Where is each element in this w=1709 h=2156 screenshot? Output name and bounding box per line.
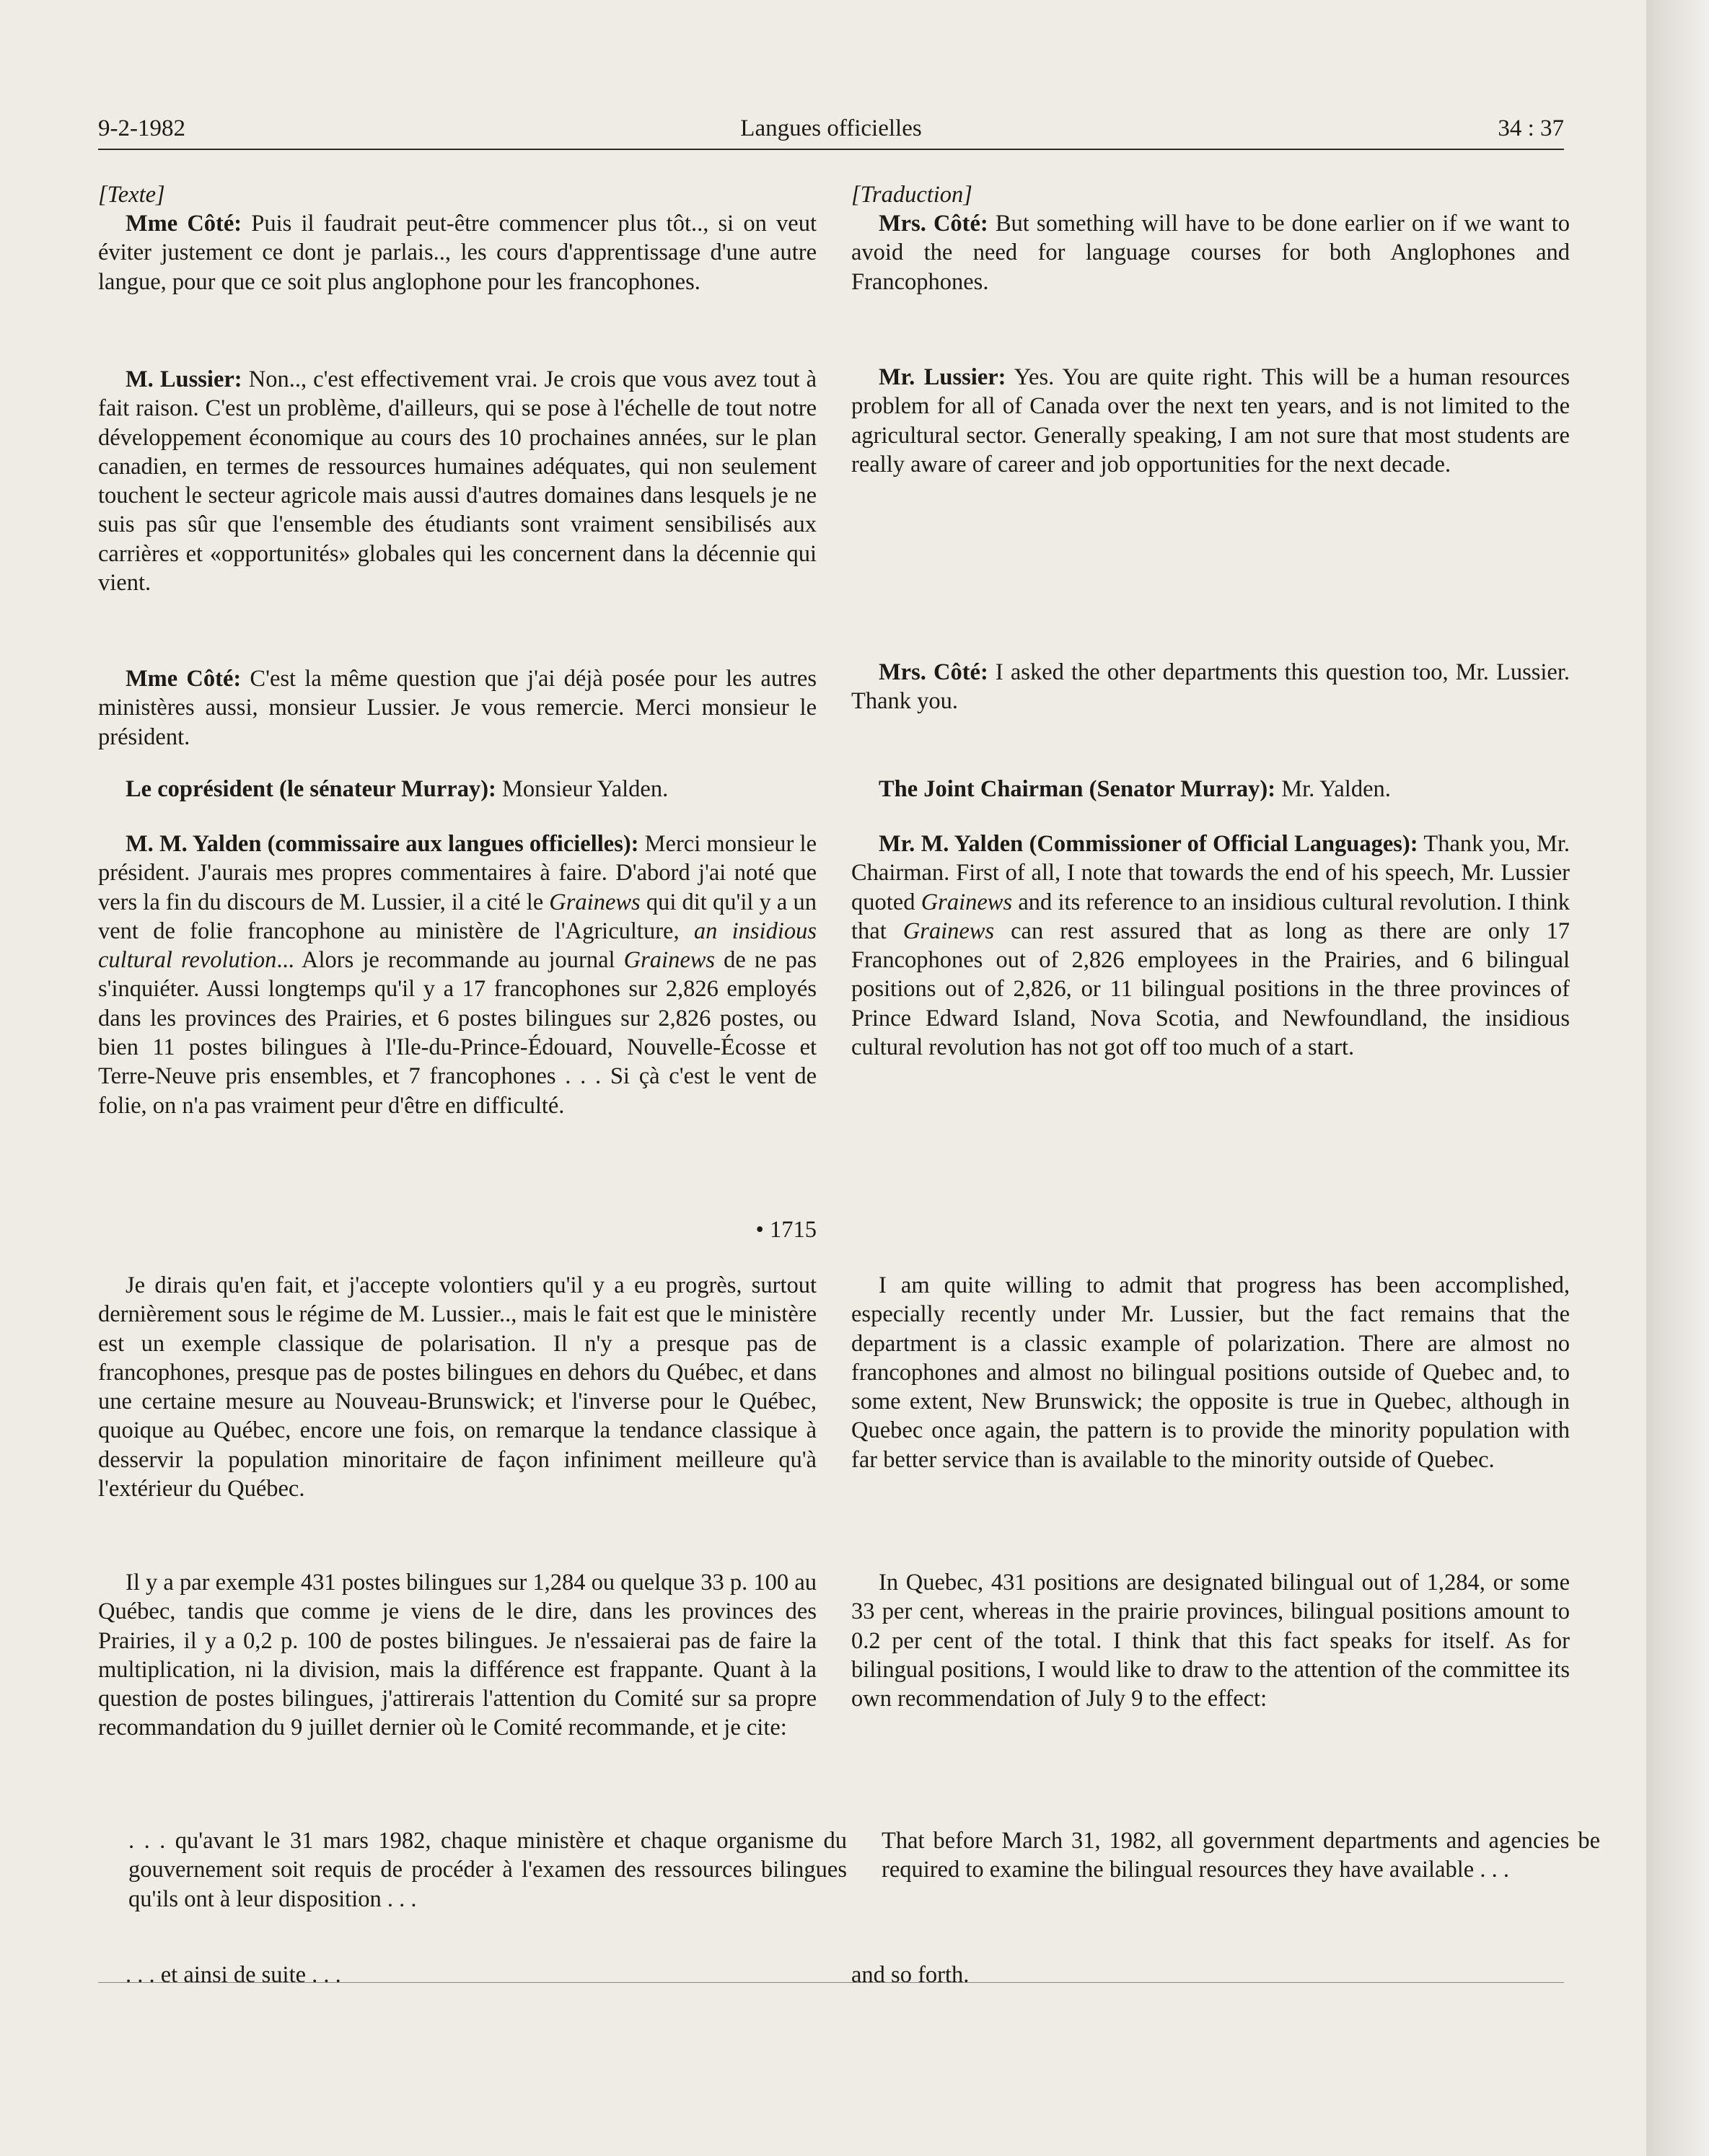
speech-text: ... Alors je recommande au journal <box>276 947 624 974</box>
header-title: Langues officielles <box>740 115 922 141</box>
french-paragraph-2 <box>98 365 817 597</box>
page-edge <box>1646 0 1709 2156</box>
footer-rule <box>98 1982 1564 1983</box>
header-date: 9-2-1982 <box>98 115 185 141</box>
french-paragraph-1 <box>98 209 817 296</box>
english-quotation: That before March 31, 1982, all government departments and agencies be required to examine the bilingual resources they have available . . . <box>882 1828 1600 1883</box>
speech-text: Puis il faudrait peut-être commencer plus tôt.., si on veut éviter justement ce dont je parlais.., les cours d'apprentissage d'une autre langue, pour que ce soit plus anglophone pour les francophones. <box>98 211 817 295</box>
speech-text: But something will have to be done earlier on if we want to avoid the need for language courses for both Anglophones and Francophones. <box>851 211 1570 295</box>
speech-text: Non.., c'est effectivement vrai. Je crois que vous avez tout à fait raison. C'est un problème, d'ailleurs, qui se pose à l'échelle de tout notre développement économique au cours des 10 prochaines années, sur le plan canadien, en termes de ressources humaines adéquates, qui non seulement touchent le secteur agricole mais aussi d'autres domaines dans lesquels je ne suis pas sûr que l'ensemble des étudiants sont vraiment sensibilisés aux carrières et «opportunités» globales qui les concernent dans la décennie qui vient. <box>98 366 817 597</box>
speaker-label: M. Lussier: <box>126 366 242 392</box>
time-marker: • 1715 <box>755 1217 817 1243</box>
english-translation-tag: [Traduction] <box>851 182 972 208</box>
publication-name: Grainews <box>921 889 1013 915</box>
publication-name: Grainews <box>623 947 716 974</box>
english-paragraph-4 <box>851 775 1570 804</box>
speech-text: Mr. Yalden. <box>1275 776 1391 802</box>
french-paragraph-3 <box>98 664 817 752</box>
speech-text: Merci monsieur le président. J'aurais mes propres commentaires à faire. D'abord j'ai noté que vers la fin du discours de M. Lussier, il a cité le <box>98 831 817 915</box>
french-quotation: . . . qu'avant le 31 mars 1982, chaque ministère et chaque organisme du gouvernement soit requis de procéder à l'examen des ressources bilingues qu'ils ont à leur disposition . . . <box>128 1828 847 1912</box>
publication-name: Grainews <box>549 889 641 915</box>
speech-text: Yes. You are quite right. This will be a human resources problem for all of Canada over the next ten years, and is not limited to the agricultural sector. Generally speaking, I am not sure that most students are really aware of career and job opportunities for the next decade. <box>851 364 1570 478</box>
speaker-label: Mrs. Côté: <box>879 659 988 685</box>
english-paragraph-2 <box>851 363 1570 479</box>
speech-text: I asked the other departments this question too, Mr. Lussier. Thank you. <box>851 659 1570 715</box>
speaker-label: M. M. Yalden (commissaire aux langues officielles): <box>126 831 639 857</box>
header-rule <box>98 149 1564 150</box>
speech-text: can rest assured that as long as there are only 17 Francophones out of 2,826 employees in the Prairies, and 6 bilingual positions out of 2,826, or 11 bilingual positions in the three provinces of Prince Edward Island, Nova Scotia, and Newfoundland, the insidious cultural revolution has not got off too much of a start. <box>851 918 1570 1061</box>
speaker-label: Mr. Lussier: <box>879 364 1006 390</box>
french-paragraph-7: Il y a par exemple 431 postes bilingues sur 1,284 ou quelque 33 p. 100 au Québec, tandis que comme je viens de le dire, dans les provinces des Prairies, il y a 0,2 p. 100 de postes bilingues. Je n'essaierai pas de faire la multiplication, ni la division, mais la différence est frappante. Quant à la question de postes bilingues, j'attirerais l'attention du Comité sur sa propre recommandation du 9 juillet dernier où le Comité recommande, et je cite: <box>98 1570 817 1741</box>
publication-name: Grainews <box>902 918 995 944</box>
english-paragraph-5 <box>851 830 1570 1062</box>
french-paragraph-4 <box>98 775 817 804</box>
french-text-tag: [Texte] <box>98 182 165 208</box>
quoted-phrase: an insidious cultural revolution <box>98 918 817 974</box>
english-paragraph-6: I am quite willing to admit that progress has been accomplished, especially recently under Mr. Lussier, but the fact remains that the department is a classic example of polarization. There are almost no francophones and almost no bilingual positions outside of Quebec and, to some extent, New Brunswick; the opposite is true in Quebec, although in Quebec once again, the pattern is to provide the minority population with far better service than is available to the minority outside of Quebec. <box>851 1272 1570 1473</box>
speaker-label: Mme Côté: <box>126 666 242 692</box>
speaker-label: Le coprésident (le sénateur Murray): <box>126 776 496 802</box>
speech-text: de ne pas s'inquiéter. Aussi longtemps qu'il y a 17 francophones sur 2,826 employés dans les provinces des Prairies, et 6 postes bilingues sur 2,826 postes, ou bien 11 postes bilingues à l'Ile-du-Prince-Édouard, Nouvelle-Écosse et Terre-Neuve pris ensembles, et 7 francophones . . . Si çà c'est le vent de folie, on n'a pas vraiment peur d'être en difficulté. <box>98 947 817 1119</box>
speaker-label: Mr. M. Yalden (Commissioner of Official Languages): <box>879 831 1418 857</box>
page-header <box>98 115 1564 153</box>
english-paragraph-1 <box>851 209 1570 296</box>
english-paragraph-3 <box>851 658 1570 716</box>
speech-text: C'est la même question que j'ai déjà posée pour les autres ministères aussi, monsieur Lussier. Je vous remercie. Merci monsieur le président. <box>98 666 817 750</box>
speaker-label: Mme Côté: <box>126 211 242 237</box>
french-closing: . . . et ainsi de suite . . . <box>126 1962 341 1988</box>
speaker-label: The Joint Chairman (Senator Murray): <box>879 776 1276 802</box>
english-paragraph-7: In Quebec, 431 positions are designated bilingual out of 1,284, or some 33 per cent, whereas in the prairie provinces, bilingual positions amount to 0.2 per cent of the total. I think that this fact speaks for itself. As for bilingual positions, I would like to draw to the attention of the committee its own recommendation of July 9 to the effect: <box>851 1570 1570 1712</box>
speech-text: qui dit qu'il y a un vent de folie francophone au ministère de l'Agriculture, <box>98 889 817 944</box>
french-paragraph-5 <box>98 830 817 1120</box>
french-paragraph-6: Je dirais qu'en fait, et j'accepte volontiers qu'il y a eu progrès, surtout dernièrement sous le régime de M. Lussier.., mais le fait est que le ministère est un exemple classique de polarisation. Il n'y a presque pas de francophones, presque pas de postes bilingues en dehors du Québec, et dans une certaine mesure au Nouveau-Brunswick; et l'inverse pour le Québec, quoique au Québec, encore une fois, on remarque la tendance classique à desservir la population minoritaire de façon infiniment meilleure qu'à l'extérieur du Québec. <box>98 1272 817 1502</box>
speech-text: and its reference to an insidious cultural revolution. I think that <box>851 889 1570 944</box>
speech-text: Thank you, Mr. Chairman. First of all, I note that towards the end of his speech, Mr. Lussier quoted <box>851 831 1570 915</box>
english-closing: and so forth. <box>851 1962 970 1988</box>
speech-text: Monsieur Yalden. <box>496 776 669 802</box>
speaker-label: Mrs. Côté: <box>879 211 988 237</box>
header-page-number: 34 : 37 <box>1498 115 1564 141</box>
